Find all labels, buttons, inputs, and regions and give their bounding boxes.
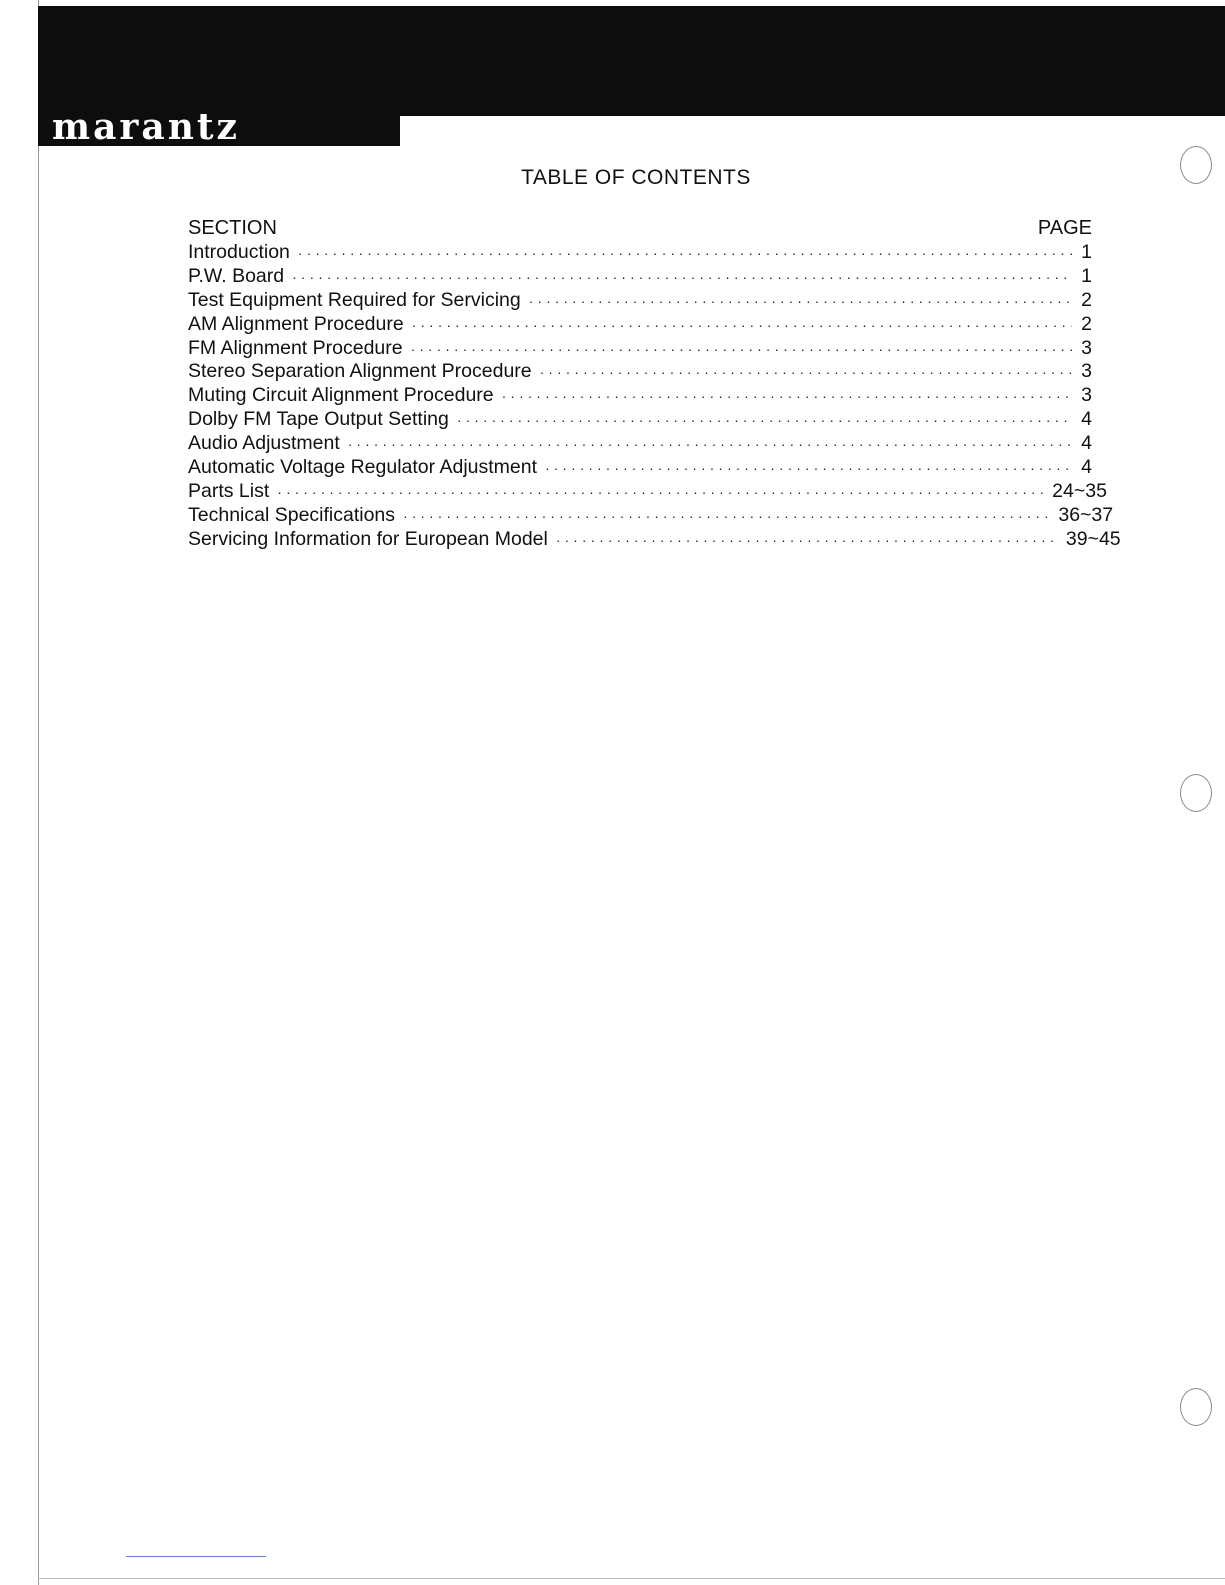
toc-entry-label: FM Alignment Procedure [188,336,403,359]
toc-entry-page: 2 [1081,312,1092,335]
toc-entry [188,432,1092,456]
toc-entry-label: Automatic Voltage Regulator Adjustment [188,456,538,479]
leader-dots [545,460,1072,476]
toc-entry-label: Servicing Information for European Model [188,527,548,550]
toc-entry-page: 3 [1081,336,1092,359]
header-band [38,6,1225,116]
leader-dots [457,412,1072,428]
leader-dots [540,364,1072,380]
leader-dots [412,317,1072,333]
toc-entry-page: 2 [1081,288,1092,311]
page-edge [38,0,39,1585]
toc-entry [188,527,1121,552]
toc-title: TABLE OF CONTENTS [521,166,751,189]
leader-dots [277,484,1046,500]
toc-entry-label: Audio Adjustment [188,432,340,455]
leader-dots [403,508,1052,524]
binder-hole [1180,1388,1212,1426]
toc-entry-label: AM Alignment Procedure [188,312,404,335]
binder-hole [1180,146,1212,184]
leader-dots [411,341,1072,357]
toc-entry [188,479,1107,504]
toc-entry-page: 1 [1081,241,1092,263]
toc-entry [188,289,1092,313]
leader-dots [502,388,1072,404]
leader-dots [348,436,1072,452]
leader-dots [298,245,1072,261]
toc-entry [188,360,1092,384]
toc-entry-label: Muting Circuit Alignment Procedure [188,384,494,407]
toc-entry-label: Test Equipment Required for Servicing [188,288,521,311]
brand-logo: marantz [52,106,240,148]
toc-entry-label: Dolby FM Tape Output Setting [188,408,449,431]
toc-entry [188,313,1092,337]
toc-entry [188,384,1092,408]
section-heading: SECTION [188,217,277,239]
toc-entry [188,456,1092,480]
toc-entry [188,408,1092,432]
toc-entry-page: 24~35 [1052,479,1107,502]
toc-list [188,241,1121,552]
page-heading: PAGE [1037,217,1092,239]
toc-entry [188,241,1092,265]
toc-entry-label: Technical Specifications [188,503,396,526]
toc-entry-page: 3 [1081,360,1092,383]
toc-entry-page: 4 [1081,432,1092,455]
toc-entry-page: 39~45 [1065,527,1121,550]
leader-dots [529,293,1072,309]
toc-entry-label: Introduction [188,241,290,263]
leader-dots [556,532,1060,548]
toc-entry-label: Stereo Separation Alignment Procedure [188,360,532,383]
toc-entry-page: 1 [1081,264,1092,287]
toc-entry [188,337,1092,361]
bottom-mark [126,1556,266,1557]
binder-hole [1180,774,1212,812]
bottom-rule [38,1578,1225,1579]
toc-entry [188,265,1092,289]
toc-entry-label: Parts List [188,479,270,502]
toc-entry-label: P.W. Board [188,264,285,287]
toc-entry-page: 4 [1081,456,1092,479]
toc-entry-page: 4 [1081,408,1092,431]
toc-entry-page: 36~37 [1058,503,1114,526]
toc-entry [188,503,1114,528]
toc-entry-page: 3 [1081,384,1092,407]
leader-dots [292,269,1072,285]
